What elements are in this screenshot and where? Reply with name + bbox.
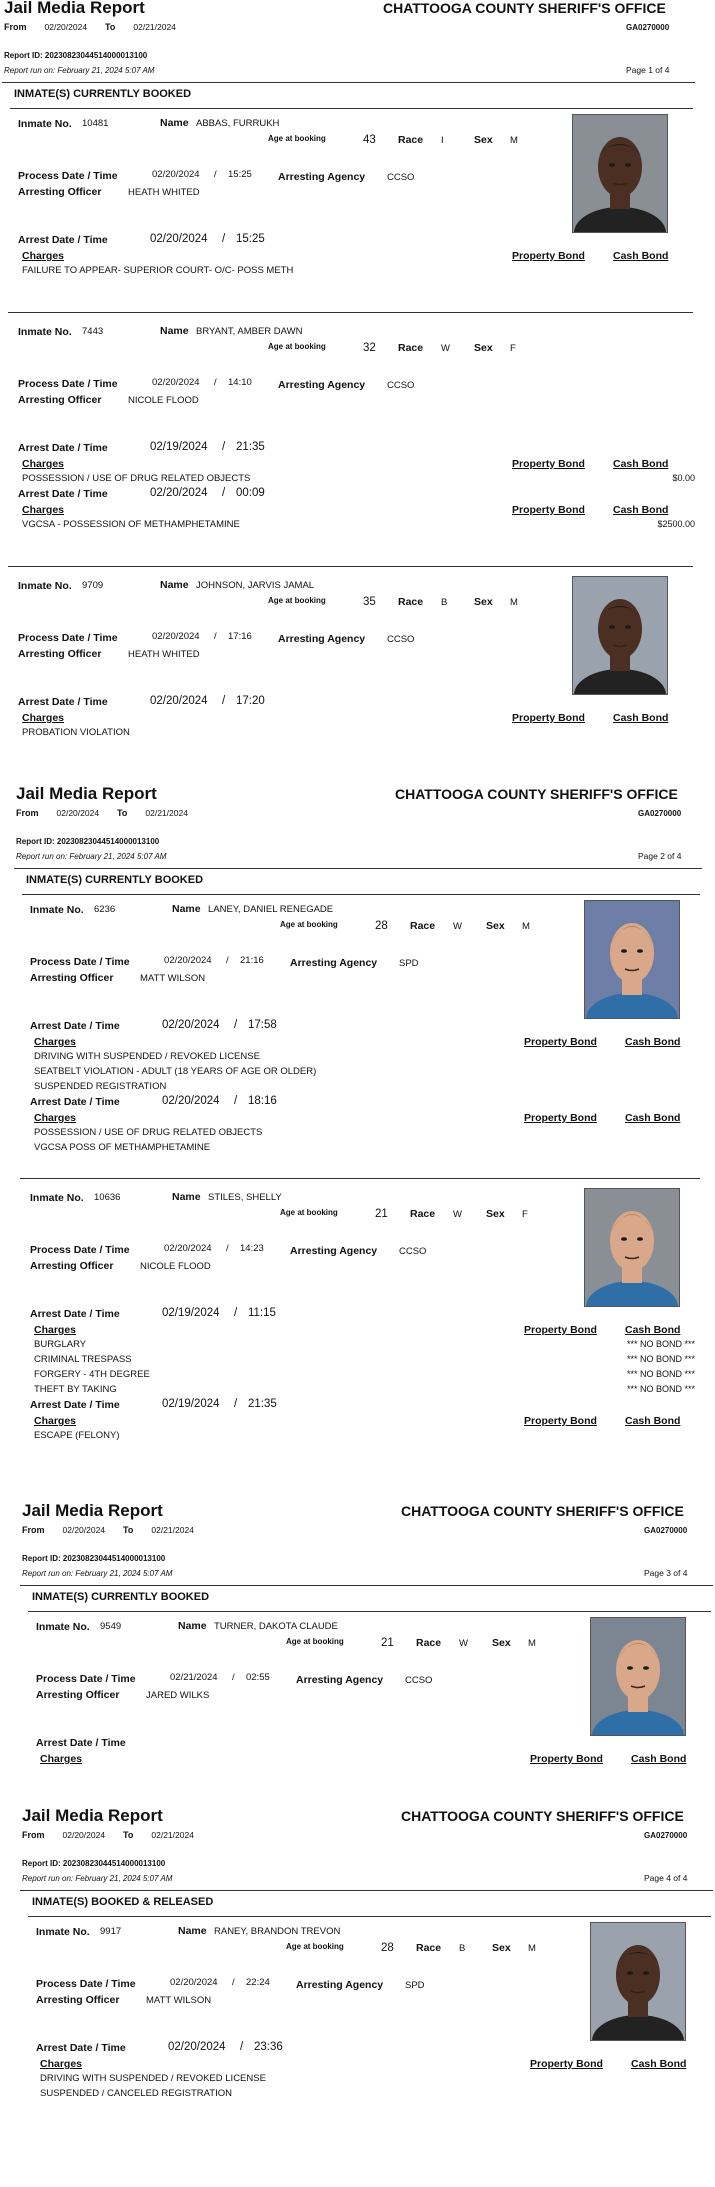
charges-header: Charges bbox=[34, 1112, 77, 1124]
report-id: Report ID: 202308230445140000131​00 bbox=[4, 51, 148, 60]
property-bond-header: Property Bond bbox=[512, 250, 585, 262]
charge-item: FORGERY - 4TH DEGREE bbox=[34, 1369, 150, 1380]
arrest-time: 15:25 bbox=[236, 233, 265, 245]
mugshot-image bbox=[573, 115, 667, 232]
arrest-slash: / bbox=[234, 1398, 238, 1410]
arresting-agency-label: Arresting Agency bbox=[278, 171, 366, 183]
sheriff-office: CHATTOOGA COUNTY SHERIFF'S OFFICE bbox=[383, 0, 666, 16]
inmate-no-label: Inmate No. bbox=[18, 326, 72, 338]
name-label: Name bbox=[178, 1620, 207, 1632]
arresting-agency: CCSO bbox=[387, 380, 415, 391]
charge-item: CRIMINAL TRESPASS bbox=[34, 1354, 132, 1365]
inmate-sex: M bbox=[528, 1638, 536, 1649]
arresting-agency-label: Arresting Agency bbox=[278, 379, 366, 391]
section-divider bbox=[10, 108, 693, 109]
agency-code: GA0270000 bbox=[644, 1526, 688, 1535]
mugshot-photo bbox=[590, 1617, 686, 1736]
inmate-age: 28 bbox=[381, 1942, 394, 1954]
arresting-agency-label: Arresting Agency bbox=[296, 1979, 384, 1991]
charge-item: POSSESSION / USE OF DRUG RELATED OBJECTS bbox=[34, 1127, 263, 1138]
mugshot-image bbox=[573, 577, 667, 694]
from-label: From bbox=[16, 808, 39, 818]
age-label: Age at booking bbox=[286, 1637, 344, 1646]
charge-item: PROBATION VIOLATION bbox=[22, 727, 130, 738]
arrest-slash: / bbox=[222, 233, 226, 245]
cash-bond-header: Cash Bond bbox=[613, 504, 669, 516]
inmate-name: ABBAS, FURRUKH bbox=[196, 118, 280, 129]
mugshot-photo bbox=[572, 114, 668, 233]
report-id: Report ID: 202308230445140000131​00 bbox=[22, 1859, 166, 1868]
record-divider bbox=[20, 1178, 700, 1179]
arrest-date-label: Arrest Date / Time bbox=[36, 1737, 126, 1749]
arresting-officer-label: Arresting Officer bbox=[36, 1994, 120, 2006]
sex-label: Sex bbox=[492, 1942, 511, 1954]
property-bond-header: Property Bond bbox=[524, 1112, 597, 1124]
sex-label: Sex bbox=[474, 342, 493, 354]
sex-label: Sex bbox=[486, 1208, 505, 1220]
inmate-no-label: Inmate No. bbox=[30, 1192, 84, 1204]
date-range bbox=[4, 22, 176, 32]
process-date: 02/20/2024 bbox=[152, 377, 200, 388]
mugshot-photo bbox=[584, 1188, 680, 1307]
name-label: Name bbox=[178, 1925, 207, 1937]
section-title: INMATE(S) CURRENTLY BOOKED bbox=[26, 874, 204, 886]
bond-amount: $0.00 bbox=[672, 473, 695, 483]
inmate-sex: M bbox=[522, 921, 530, 932]
process-time: 14:10 bbox=[228, 377, 252, 388]
header-divider bbox=[2, 82, 695, 83]
arresting-officer: NICOLE FLOOD bbox=[128, 395, 199, 406]
inmate-record bbox=[0, 318, 715, 530]
arrest-slash: / bbox=[234, 1095, 238, 1107]
process-slash: / bbox=[214, 169, 217, 180]
arrest-time: 17:58 bbox=[248, 1019, 277, 1031]
process-date: 02/20/2024 bbox=[152, 631, 200, 642]
inmate-race: I bbox=[441, 135, 444, 146]
arrest-date: 02/20/2024 bbox=[162, 1095, 220, 1107]
cash-bond-header: Cash Bond bbox=[625, 1415, 681, 1427]
inmate-sex: F bbox=[522, 1209, 528, 1220]
report-id: Report ID: 202308230445140000131​00 bbox=[22, 1554, 166, 1563]
race-label: Race bbox=[398, 596, 424, 608]
arresting-agency-label: Arresting Agency bbox=[290, 1245, 378, 1257]
arresting-officer: HEATH WHITED bbox=[128, 649, 200, 660]
arrest-date: 02/19/2024 bbox=[162, 1307, 220, 1319]
inmate-age: 28 bbox=[375, 920, 388, 932]
property-bond-header: Property Bond bbox=[512, 458, 585, 470]
mugshot-photo bbox=[584, 900, 680, 1019]
charge-item: DRIVING WITH SUSPENDED / REVOKED LICENSE bbox=[34, 1051, 260, 1062]
arrest-slash: / bbox=[222, 487, 226, 499]
process-date: 02/20/2024 bbox=[164, 955, 212, 966]
cash-bond-header: Cash Bond bbox=[613, 712, 669, 724]
arresting-officer-label: Arresting Officer bbox=[18, 648, 102, 660]
report-id: Report ID: 202308230445140000131​00 bbox=[16, 837, 160, 846]
arrest-date-label: Arrest Date / Time bbox=[18, 696, 108, 708]
arresting-officer: HEATH WHITED bbox=[128, 187, 200, 198]
mugshot-photo bbox=[590, 1922, 686, 2041]
charge-item: ESCAPE (FELONY) bbox=[34, 1430, 120, 1441]
inmate-sex: M bbox=[510, 135, 518, 146]
process-time: 15:25 bbox=[228, 169, 252, 180]
inmate-no-label: Inmate No. bbox=[30, 904, 84, 916]
section-divider bbox=[28, 1916, 711, 1917]
cash-bond-header: Cash Bond bbox=[625, 1036, 681, 1048]
charges-header: Charges bbox=[34, 1036, 77, 1048]
inmate-no: 10636 bbox=[94, 1192, 121, 1203]
inmate-sex: M bbox=[528, 1943, 536, 1954]
charge-item: VGCSA - POSSESSION OF METHAMPHETAMINE bbox=[22, 519, 240, 530]
arrest-slash: / bbox=[234, 1307, 238, 1319]
inmate-name: LANEY, DANIEL RENEGADE bbox=[208, 904, 334, 915]
arrest-slash: / bbox=[240, 2041, 244, 2053]
age-label: Age at booking bbox=[268, 596, 326, 605]
process-slash: / bbox=[232, 1977, 235, 1988]
process-slash: / bbox=[232, 1672, 235, 1683]
process-time: 17:16 bbox=[228, 631, 252, 642]
charge-item: BURGLARY bbox=[34, 1339, 87, 1350]
race-label: Race bbox=[398, 342, 424, 354]
inmate-name: JOHNSON, JARVIS JAMAL bbox=[196, 580, 315, 591]
charge-item: SUSPENDED REGISTRATION bbox=[34, 1081, 167, 1092]
charges-header: Charges bbox=[40, 2058, 83, 2070]
process-time: 22:24 bbox=[246, 1977, 270, 1988]
sex-label: Sex bbox=[486, 920, 505, 932]
inmate-no-label: Inmate No. bbox=[18, 580, 72, 592]
process-date-label: Process Date / Time bbox=[30, 1244, 130, 1256]
to-date: 02/21/2024 bbox=[133, 22, 176, 32]
mugshot-photo bbox=[572, 576, 668, 695]
sheriff-office: CHATTOOGA COUNTY SHERIFF'S OFFICE bbox=[401, 1808, 684, 1824]
from-label: From bbox=[22, 1525, 45, 1535]
process-time: 02:55 bbox=[246, 1672, 270, 1683]
header-divider bbox=[14, 868, 702, 869]
arresting-agency-label: Arresting Agency bbox=[278, 633, 366, 645]
arrest-date-label: Arrest Date / Time bbox=[18, 234, 108, 246]
inmate-record bbox=[18, 1613, 715, 1813]
inmate-race: W bbox=[441, 343, 450, 354]
section-title: INMATE(S) CURRENTLY BOOKED bbox=[32, 1591, 210, 1603]
cash-bond-header: Cash Bond bbox=[631, 1753, 687, 1765]
process-date-label: Process Date / Time bbox=[30, 956, 130, 968]
inmate-age: 35 bbox=[363, 596, 376, 608]
page-number: Page 2 of 4 bbox=[638, 851, 682, 861]
charge-item: POSSESSION / USE OF DRUG RELATED OBJECTS bbox=[22, 473, 251, 484]
arresting-agency-label: Arresting Agency bbox=[290, 957, 378, 969]
arrest-time: 00:09 bbox=[236, 487, 265, 499]
arresting-agency: CCSO bbox=[387, 634, 415, 645]
age-label: Age at booking bbox=[268, 342, 326, 351]
property-bond-header: Property Bond bbox=[524, 1324, 597, 1336]
inmate-race: B bbox=[441, 597, 448, 608]
age-label: Age at booking bbox=[286, 1942, 344, 1951]
to-label: To bbox=[117, 808, 128, 818]
arrest-date: 02/19/2024 bbox=[162, 1398, 220, 1410]
arrest-date-label: Arrest Date / Time bbox=[30, 1096, 120, 1108]
arresting-agency-label: Arresting Agency bbox=[296, 1674, 384, 1686]
agency-code: GA0270000 bbox=[644, 1831, 688, 1840]
mugshot-image bbox=[591, 1618, 685, 1735]
inmate-no: 10481 bbox=[82, 118, 109, 129]
mugshot-image bbox=[585, 1189, 679, 1306]
inmate-age: 21 bbox=[375, 1208, 388, 1220]
arrest-date-label: Arrest Date / Time bbox=[18, 442, 108, 454]
report-run-on: Report run on: February 21, 2024 5:07 AM bbox=[16, 852, 167, 861]
arrest-slash: / bbox=[234, 1019, 238, 1031]
process-date-label: Process Date / Time bbox=[36, 1673, 136, 1685]
sheriff-office: CHATTOOGA COUNTY SHERIFF'S OFFICE bbox=[395, 786, 678, 802]
agency-code: GA0270000 bbox=[626, 23, 670, 32]
arresting-officer-label: Arresting Officer bbox=[18, 394, 102, 406]
charges-header: Charges bbox=[22, 712, 65, 724]
inmate-record bbox=[0, 110, 715, 310]
process-time: 21:16 bbox=[240, 955, 264, 966]
inmate-no-label: Inmate No. bbox=[18, 118, 72, 130]
header-divider bbox=[20, 1585, 713, 1586]
arrest-time: 18:16 bbox=[248, 1095, 277, 1107]
record-divider bbox=[8, 566, 693, 567]
report-title: Jail Media Report bbox=[22, 1501, 163, 1520]
sex-label: Sex bbox=[492, 1637, 511, 1649]
property-bond-header: Property Bond bbox=[530, 1753, 603, 1765]
arresting-officer: MATT WILSON bbox=[140, 973, 206, 984]
arrest-date: 02/20/2024 bbox=[168, 2041, 226, 2053]
charges-header: Charges bbox=[34, 1324, 77, 1336]
process-date-label: Process Date / Time bbox=[18, 378, 118, 390]
page-number: Page 4 of 4 bbox=[644, 1873, 688, 1883]
inmate-name: BRYANT, AMBER DAWN bbox=[196, 326, 303, 337]
inmate-race: W bbox=[453, 1209, 462, 1220]
process-slash: / bbox=[214, 631, 217, 642]
property-bond-header: Property Bond bbox=[512, 712, 585, 724]
bond-amount: *** NO BOND *** bbox=[626, 1384, 695, 1394]
inmate-race: W bbox=[453, 921, 462, 932]
to-label: To bbox=[105, 22, 116, 32]
process-slash: / bbox=[226, 1243, 229, 1254]
charges-header: Charges bbox=[40, 1753, 83, 1765]
inmate-record bbox=[18, 1918, 715, 2118]
arrest-slash: / bbox=[222, 441, 226, 453]
arrest-date: 02/19/2024 bbox=[150, 441, 208, 453]
from-date: 02/20/2024 bbox=[62, 1830, 106, 1840]
inmate-no: 9917 bbox=[100, 1926, 122, 1937]
process-date-label: Process Date / Time bbox=[18, 632, 118, 644]
inmate-no: 6236 bbox=[94, 904, 116, 915]
arrest-date: 02/20/2024 bbox=[150, 233, 208, 245]
to-label: To bbox=[123, 1525, 134, 1535]
inmate-no-label: Inmate No. bbox=[36, 1621, 90, 1633]
arresting-officer-label: Arresting Officer bbox=[18, 186, 102, 198]
inmate-race: B bbox=[459, 1943, 466, 1954]
to-date: 02/21/2024 bbox=[145, 808, 188, 818]
charges-header: Charges bbox=[22, 458, 65, 470]
arrest-time: 17:20 bbox=[236, 695, 265, 707]
from-label: From bbox=[22, 1830, 45, 1840]
arrest-date-label: Arrest Date / Time bbox=[18, 488, 108, 500]
age-label: Age at booking bbox=[268, 134, 326, 143]
bond-amount: *** NO BOND *** bbox=[626, 1354, 695, 1364]
arrest-date-label: Arrest Date / Time bbox=[36, 2042, 126, 2054]
inmate-sex: F bbox=[510, 343, 516, 354]
page-number: Page 1 of 4 bbox=[626, 65, 670, 75]
arrest-time: 21:35 bbox=[248, 1398, 277, 1410]
race-label: Race bbox=[410, 920, 436, 932]
report-title: Jail Media Report bbox=[4, 0, 145, 17]
arresting-agency: CCSO bbox=[399, 1246, 427, 1257]
process-date-label: Process Date / Time bbox=[18, 170, 118, 182]
date-range bbox=[16, 808, 188, 818]
property-bond-header: Property Bond bbox=[530, 2058, 603, 2070]
inmate-race: W bbox=[459, 1638, 468, 1649]
race-label: Race bbox=[416, 1942, 442, 1954]
property-bond-header: Property Bond bbox=[512, 504, 585, 516]
to-date: 02/21/2024 bbox=[151, 1830, 194, 1840]
arresting-officer: JARED WILKS bbox=[146, 1690, 210, 1701]
inmate-age: 21 bbox=[381, 1637, 394, 1649]
date-range bbox=[22, 1525, 194, 1535]
from-date: 02/20/2024 bbox=[44, 22, 88, 32]
section-divider bbox=[28, 1611, 711, 1612]
report-run-on: Report run on: February 21, 2024 5:07 AM bbox=[22, 1569, 173, 1578]
name-label: Name bbox=[160, 117, 189, 129]
report-run-on: Report run on: February 21, 2024 5:07 AM bbox=[4, 66, 155, 75]
inmate-no-label: Inmate No. bbox=[36, 1926, 90, 1938]
arresting-officer: MATT WILSON bbox=[146, 1995, 212, 2006]
age-label: Age at booking bbox=[280, 1208, 338, 1217]
charges-header: Charges bbox=[22, 504, 65, 516]
inmate-no: 9709 bbox=[82, 580, 104, 591]
arrest-slash: / bbox=[222, 695, 226, 707]
arrest-date-label: Arrest Date / Time bbox=[30, 1399, 120, 1411]
arrest-time: 21:35 bbox=[236, 441, 265, 453]
process-date: 02/20/2024 bbox=[164, 1243, 212, 1254]
report-run-on: Report run on: February 21, 2024 5:07 AM bbox=[22, 1874, 173, 1883]
arrest-time: 11:15 bbox=[248, 1307, 276, 1319]
arresting-agency: SPD bbox=[399, 958, 419, 969]
mugshot-image bbox=[585, 901, 679, 1018]
charges-header: Charges bbox=[34, 1415, 77, 1427]
to-label: To bbox=[123, 1830, 134, 1840]
page-number: Page 3 of 4 bbox=[644, 1568, 688, 1578]
from-date: 02/20/2024 bbox=[56, 808, 100, 818]
section-divider bbox=[22, 894, 700, 895]
arresting-officer: NICOLE FLOOD bbox=[140, 1261, 211, 1272]
charge-item: DRIVING WITH SUSPENDED / REVOKED LICENSE bbox=[40, 2073, 266, 2084]
race-label: Race bbox=[398, 134, 424, 146]
arrest-date: 02/20/2024 bbox=[162, 1019, 220, 1031]
name-label: Name bbox=[172, 1191, 201, 1203]
process-date-label: Process Date / Time bbox=[36, 1978, 136, 1990]
cash-bond-header: Cash Bond bbox=[613, 458, 669, 470]
cash-bond-header: Cash Bond bbox=[631, 2058, 687, 2070]
from-date: 02/20/2024 bbox=[62, 1525, 106, 1535]
inmate-sex: M bbox=[510, 597, 518, 608]
report-title: Jail Media Report bbox=[22, 1806, 163, 1825]
sex-label: Sex bbox=[474, 134, 493, 146]
process-time: 14:23 bbox=[240, 1243, 264, 1254]
charge-item: SUSPENDED / CANCELED REGISTRATION bbox=[40, 2088, 232, 2099]
property-bond-header: Property Bond bbox=[524, 1036, 597, 1048]
arresting-agency: SPD bbox=[405, 1980, 425, 1991]
race-label: Race bbox=[416, 1637, 442, 1649]
inmate-name: STILES, SHELLY bbox=[208, 1192, 282, 1203]
mugshot-image bbox=[591, 1923, 685, 2040]
charge-item: FAILURE TO APPEAR- SUPERIOR COURT- O/C- POSS METH bbox=[22, 265, 294, 276]
sheriff-office: CHATTOOGA COUNTY SHERIFF'S OFFICE bbox=[401, 1503, 684, 1519]
arrest-time: 23:36 bbox=[254, 2041, 283, 2053]
property-bond-header: Property Bond bbox=[524, 1415, 597, 1427]
charge-item: THEFT BY TAKING bbox=[34, 1384, 117, 1395]
charge-item: SEATBELT VIOLATION - ADULT (18 YEARS OF AGE OR OLDER) bbox=[34, 1066, 317, 1077]
name-label: Name bbox=[160, 579, 189, 591]
inmate-name: TURNER, DAKOTA CLAUDE bbox=[214, 1621, 338, 1632]
to-date: 02/21/2024 bbox=[151, 1525, 194, 1535]
process-date: 02/21/2024 bbox=[170, 1672, 218, 1683]
bond-amount: *** NO BOND *** bbox=[626, 1339, 695, 1349]
arrest-date-label: Arrest Date / Time bbox=[30, 1308, 120, 1320]
process-date: 02/20/2024 bbox=[152, 169, 200, 180]
inmate-age: 43 bbox=[363, 134, 376, 146]
name-label: Name bbox=[172, 903, 201, 915]
inmate-record bbox=[12, 1184, 715, 1441]
inmate-record bbox=[0, 572, 715, 772]
process-slash: / bbox=[226, 955, 229, 966]
inmate-age: 32 bbox=[363, 342, 376, 354]
section-title: INMATE(S) BOOKED & RELEASED bbox=[32, 1896, 214, 1908]
arresting-agency: CCSO bbox=[387, 172, 415, 183]
process-date: 02/20/2024 bbox=[170, 1977, 218, 1988]
process-slash: / bbox=[214, 377, 217, 388]
cash-bond-header: Cash Bond bbox=[613, 250, 669, 262]
arresting-officer-label: Arresting Officer bbox=[36, 1689, 120, 1701]
header-divider bbox=[20, 1890, 713, 1891]
age-label: Age at booking bbox=[280, 920, 338, 929]
cash-bond-header: Cash Bond bbox=[625, 1324, 681, 1336]
bond-amount: $2500.00 bbox=[657, 519, 695, 529]
report-title: Jail Media Report bbox=[16, 784, 157, 803]
charges-header: Charges bbox=[22, 250, 65, 262]
inmate-no: 9549 bbox=[100, 1621, 122, 1632]
arrest-date-label: Arrest Date / Time bbox=[30, 1020, 120, 1032]
inmate-name: RANEY, BRANDON TREVON bbox=[214, 1926, 341, 1937]
cash-bond-header: Cash Bond bbox=[625, 1112, 681, 1124]
arresting-officer-label: Arresting Officer bbox=[30, 1260, 114, 1272]
name-label: Name bbox=[160, 325, 189, 337]
arresting-officer-label: Arresting Officer bbox=[30, 972, 114, 984]
bond-amount: *** NO BOND *** bbox=[626, 1369, 695, 1379]
date-range bbox=[22, 1830, 194, 1840]
section-title: INMATE(S) CURRENTLY BOOKED bbox=[14, 88, 192, 100]
sex-label: Sex bbox=[474, 596, 493, 608]
inmate-no: 7443 bbox=[82, 326, 104, 337]
inmate-record bbox=[12, 896, 715, 1153]
charge-item: VGCSA POSS OF METHAMPHETAMINE bbox=[34, 1142, 211, 1153]
from-label: From bbox=[4, 22, 27, 32]
arrest-date: 02/20/2024 bbox=[150, 487, 208, 499]
arresting-agency: CCSO bbox=[405, 1675, 433, 1686]
record-divider bbox=[8, 312, 693, 313]
race-label: Race bbox=[410, 1208, 436, 1220]
arrest-date: 02/20/2024 bbox=[150, 695, 208, 707]
agency-code: GA0270000 bbox=[638, 809, 682, 818]
